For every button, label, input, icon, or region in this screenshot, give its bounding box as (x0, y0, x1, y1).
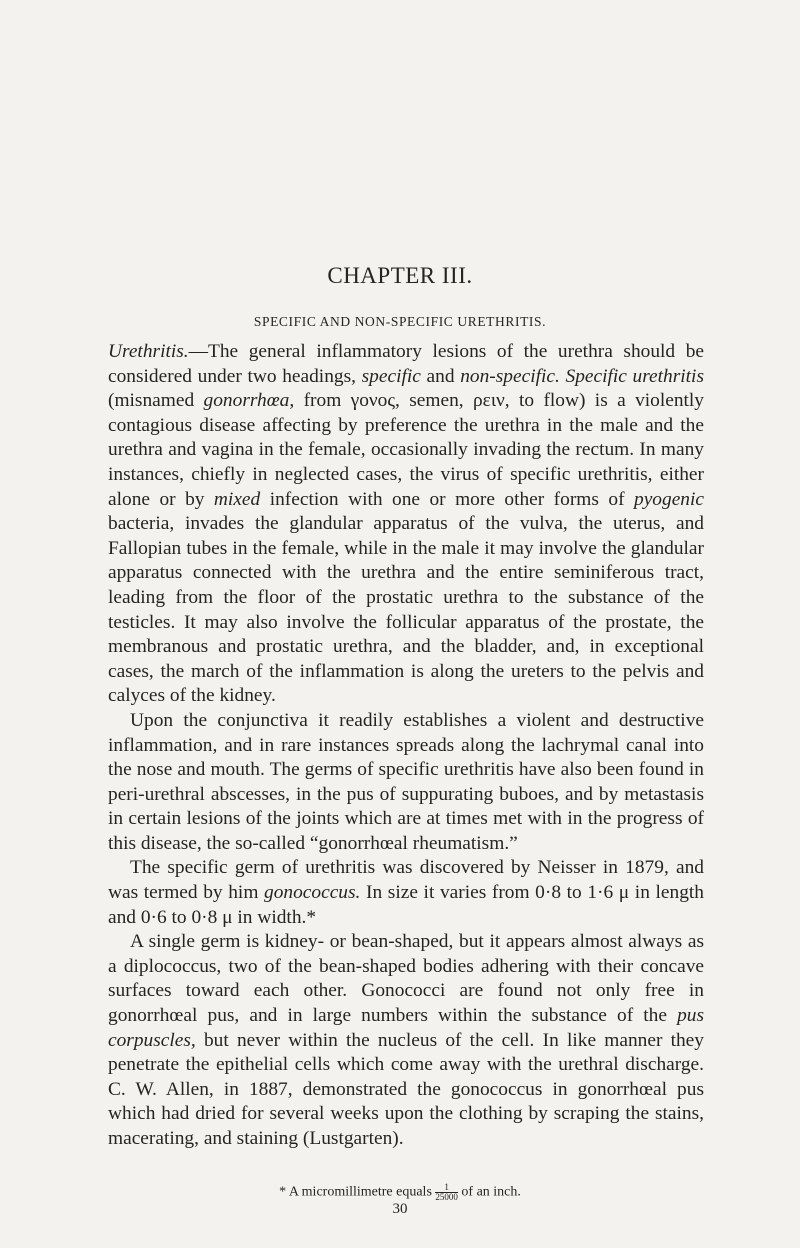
term-gonococcus: gonococcus. (264, 882, 361, 904)
fraction-denominator: 25000 (435, 1192, 458, 1202)
footnote-text: of an inch. (457, 1184, 521, 1200)
term-pus-corpuscles: pus corpuscles, (108, 1005, 704, 1051)
paragraph-gonococcus (108, 856, 704, 930)
text-run: and (420, 365, 461, 387)
term-mixed: mixed (213, 488, 261, 510)
text-run: bacteria, invades the glandular apparatus of the vulva, the uterus, and Fallopian tubes in the female, while in the male it may involve the glandular apparatus connected with the urethra and the entire seminiferous tract, leading from the floor of the prostatic urethra to the substance of the testicles. It may also involve the follicular apparatus of the prostate, the membranous and prostatic urethra, and the bladder, and, in exceptional cases, the march of the inflammation is along the ureters to the pelvis and calyces of the kidney. (108, 513, 704, 707)
text-run: A single germ is kidney- or bean-shaped, but it appears almost always as a diplococcus, two of the bean-shaped bodies adhering with their concave surfaces toward each other. Gonococci are found not only free in gonorrhœal pus, and in large numbers within the substance of the (108, 931, 704, 1027)
text-run: infection with one or more other forms of (260, 488, 634, 510)
term-specific-urethritis: Specific urethritis (565, 365, 704, 387)
term-urethritis: Urethritis. (108, 341, 189, 362)
text-run: (misnamed (108, 390, 204, 412)
fraction (435, 1183, 458, 1202)
text-run: In size it varies from 0·8 to 1·6 μ in length and 0·6 to 0·8 μ in width.* (108, 882, 704, 928)
section-title: SPECIFIC AND NON-SPECIFIC URETHRITIS. (253, 314, 547, 329)
text-run: —The general inflammatory lesions of the urethra should be considered under two headings, (108, 341, 704, 387)
footnote (0, 1183, 800, 1202)
text-run: The specific germ of urethritis was discovered by Neisser in 1879, and was termed by him (108, 857, 704, 904)
paragraph-urethritis (108, 340, 704, 709)
text-run: but never within the nucleus of the cell. In like manner they penetrate the epithelial cells which come away with the urethral discharge. C. W. Allen, in 1887, demonstrated the gonococcus in gonorrhœal pus which had dried for several weeks upon the clothing by scraping the stains, macerating, and staining (Lustgarten). (108, 1029, 704, 1149)
term-gonorrhoea: gonorrhœa, (203, 390, 295, 412)
paragraph-conjunctiva: Upon the conjunctiva it readily establishes a violent and destructive inflammation, and in rare instances spreads along the lachrymal canal into the nose and mouth. The germs of specific urethritis have also been found in peri-urethral abscesses, in the pus of suppurating buboes, and by metastasis in certain lesions of the joints which are at times met with in the progress of this disease, the so-called “gonorrhœal rheumatism.” (108, 709, 704, 854)
chapter-title: CHAPTER III. (327, 263, 473, 288)
term-pyogenic: pyogenic (634, 488, 704, 510)
body-text (108, 340, 704, 1152)
page-number: 30 (392, 1201, 408, 1217)
term-non-specific: non-specific. (460, 365, 560, 387)
footnote-text: * A micromillimetre equals (279, 1184, 436, 1200)
term-specific: specific (361, 365, 421, 387)
paragraph-single-germ (108, 930, 704, 1151)
text-run: from γονος, semen, ρειν, to flow) is a violently contagious disease affecting by preference the urethra in the male and the urethra and vagina in the female, occasionally invading the rectum. In many instances, chiefly in neglected cases, the virus of specific urethritis, either alone or by (108, 390, 705, 510)
fraction-numerator: 1 (435, 1183, 458, 1193)
